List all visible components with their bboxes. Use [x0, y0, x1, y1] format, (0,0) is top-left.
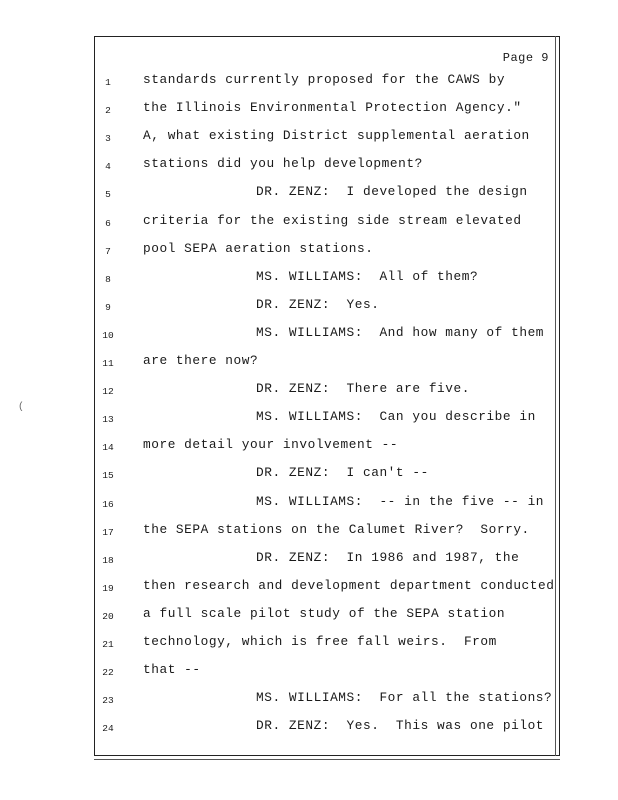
line-number: 9 — [105, 301, 111, 313]
transcript-line — [95, 690, 559, 718]
line-text: the SEPA stations on the Calumet River? Sorry. — [143, 521, 530, 537]
line-text: pool SEPA aeration stations. — [143, 240, 374, 256]
line-number: 24 — [102, 723, 114, 735]
transcript-line — [95, 578, 559, 606]
line-number: 19 — [102, 582, 114, 594]
line-text: DR. ZENZ: I can't -- — [256, 465, 429, 481]
line-text: DR. ZENZ: I developed the design — [256, 184, 528, 200]
line-number: 7 — [105, 245, 111, 257]
transcript-line — [95, 184, 559, 212]
transcript-line — [95, 437, 559, 465]
line-text: more detail your involvement -- — [143, 437, 399, 453]
line-text: the Illinois Environmental Protection Agency." — [143, 100, 522, 116]
line-text: that -- — [143, 662, 201, 678]
line-text: MS. WILLIAMS: -- in the five -- in — [256, 493, 545, 509]
transcript-line — [95, 550, 559, 578]
line-text: MS. WILLIAMS: And how many of them — [256, 324, 545, 340]
line-number: 2 — [105, 105, 111, 117]
line-number: 16 — [102, 498, 114, 510]
transcript-page — [94, 36, 560, 756]
scan-mark: ( — [18, 402, 25, 413]
line-number: 8 — [105, 273, 111, 285]
line-text: are there now? — [143, 353, 259, 368]
line-text: standards currently proposed for the CAWS by — [143, 72, 506, 87]
transcript-line — [95, 213, 559, 241]
transcript-line — [95, 606, 559, 634]
transcript-line — [95, 465, 559, 493]
line-number: 17 — [102, 526, 114, 538]
line-number: 15 — [102, 470, 114, 482]
transcript-line — [95, 269, 559, 297]
line-number: 10 — [102, 329, 114, 341]
line-number: 14 — [102, 442, 114, 454]
line-text: MS. WILLIAMS: All of them? — [256, 268, 479, 284]
line-number: 3 — [105, 133, 111, 145]
line-text: DR. ZENZ: Yes. This was one pilot — [256, 718, 545, 734]
line-text: DR. ZENZ: There are five. — [256, 381, 470, 397]
line-text: A, what existing District supplemental aeration — [143, 128, 530, 144]
transcript-line — [95, 381, 559, 409]
line-number: 5 — [105, 189, 111, 201]
transcript-line — [95, 100, 559, 128]
line-number: 12 — [102, 386, 114, 398]
line-number: 6 — [105, 217, 111, 229]
line-number: 11 — [102, 358, 114, 369]
line-text: stations did you help development? — [143, 156, 423, 172]
transcript-line — [95, 72, 559, 100]
line-text: then research and development department conducted — [143, 577, 555, 593]
line-number: 1 — [105, 77, 111, 88]
line-text: MS. WILLIAMS: Can you describe in — [256, 409, 536, 425]
line-number: 20 — [102, 610, 114, 622]
line-number: 22 — [102, 667, 114, 679]
line-number: 18 — [102, 554, 114, 566]
line-number: 13 — [102, 414, 114, 426]
line-text: DR. ZENZ: Yes. — [256, 296, 380, 312]
transcript-line — [95, 662, 559, 690]
transcript-line — [95, 297, 559, 325]
transcript-line — [95, 241, 559, 269]
line-number: 21 — [102, 639, 114, 650]
line-number: 23 — [102, 695, 114, 707]
transcript-line — [95, 718, 559, 746]
line-text: criteria for the existing side stream elevated — [143, 212, 522, 228]
line-text: DR. ZENZ: In 1986 and 1987, the — [256, 549, 520, 565]
line-text: a full scale pilot study of the SEPA station — [143, 605, 506, 621]
transcript-line — [95, 634, 559, 662]
page-number: Page 9 — [502, 51, 549, 65]
line-text: MS. WILLIAMS: For all the stations? — [256, 690, 553, 706]
transcript-line — [95, 494, 559, 522]
transcript-line — [95, 128, 559, 156]
line-number: 4 — [105, 161, 111, 173]
transcript-line — [95, 522, 559, 550]
transcript-line — [95, 156, 559, 184]
page-border-bottom — [94, 759, 560, 760]
line-text: technology, which is free fall weirs. From — [143, 634, 497, 649]
transcript-line — [95, 409, 559, 437]
transcript-line — [95, 353, 559, 381]
transcript-line — [95, 325, 559, 353]
